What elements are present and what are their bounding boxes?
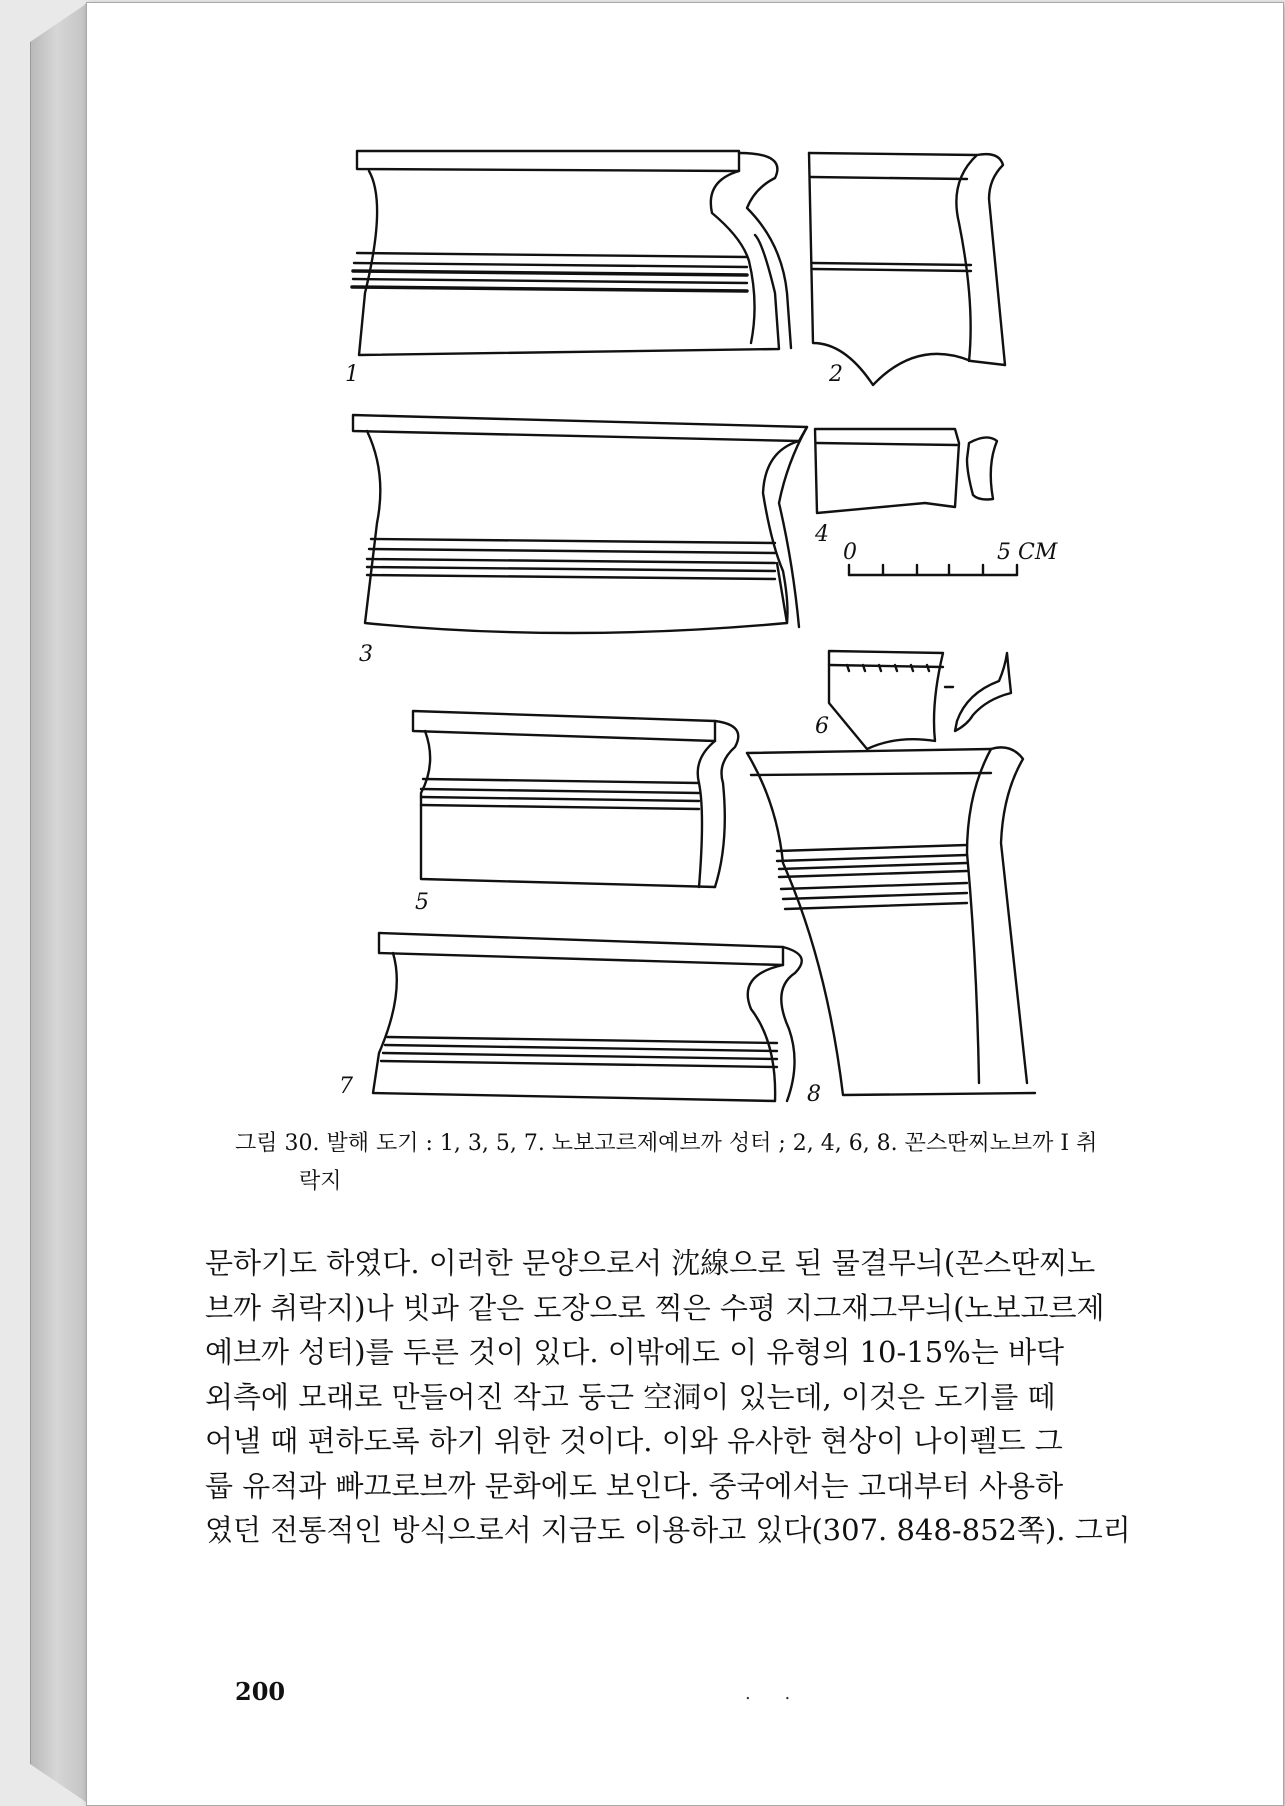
page-number: 200 <box>235 1677 286 1706</box>
body-line: 룹 유적과 빠끄로브까 문화에도 보인다. 중국에서는 고대부터 사용하 <box>205 1468 1064 1503</box>
pottery-figure <box>87 3 1283 1113</box>
body-line: 브까 취락지)나 빗과 같은 도장으로 찍은 수평 지그재그무늬(노보고르제 <box>205 1290 1105 1325</box>
vessel-1-drawing <box>352 151 791 355</box>
vessel-6-drawing <box>829 651 1011 749</box>
fig-label-6: 6 <box>815 714 829 739</box>
scan-specks: . . <box>745 1683 805 1704</box>
body-text <box>205 1241 1235 1553</box>
vessel-5-drawing <box>413 711 738 887</box>
vessel-7-drawing <box>373 933 802 1101</box>
figure-caption <box>235 1125 1235 1201</box>
caption-line-2: 락지 <box>299 1169 342 1194</box>
caption-line-1: 그림 30. 발해 도기 : 1, 3, 5, 7. 노보고르제예브까 성터 ; 2, 4, 6, 8. 꼰스딴찌노브까 I 취 <box>235 1131 1098 1156</box>
fig-label-1: 1 <box>345 362 359 387</box>
fig-label-3: 3 <box>359 642 373 667</box>
fig-label-4: 4 <box>815 522 829 547</box>
body-line: 였던 전통적인 방식으로서 지금도 이용하고 있다(307. 848-852쪽). 그리 <box>205 1513 1131 1547</box>
vessel-3-drawing <box>353 415 807 633</box>
fig-label-2: 2 <box>829 362 843 387</box>
book-page <box>86 2 1284 1806</box>
body-line: 외측에 모래로 만들어진 작고 둥근 空洞이 있는데, 이것은 도기를 떼 <box>205 1379 1056 1414</box>
scale-zero-label: 0 <box>843 540 857 565</box>
body-line: 문하기도 하였다. 이러한 문양으로서 沈線으로 된 물결무늬(꼰스딴찌노 <box>205 1246 1096 1280</box>
fig-label-8: 8 <box>807 1082 821 1107</box>
book-spine <box>30 4 88 1804</box>
scale-bar <box>849 565 1017 575</box>
vessel-2-drawing <box>809 153 1005 385</box>
vessel-4-drawing <box>815 429 997 513</box>
vessel-8-drawing <box>747 747 1035 1095</box>
fig-label-5: 5 <box>415 890 429 915</box>
body-line: 어낼 때 편하도록 하기 위한 것이다. 이와 유사한 현상이 나이펠드 그 <box>205 1424 1063 1458</box>
fig-label-7: 7 <box>339 1074 353 1099</box>
body-line: 예브까 성터)를 두른 것이 있다. 이밖에도 이 유형의 10-15%는 바닥 <box>205 1335 1064 1369</box>
scale-end-label: 5 CM <box>997 540 1058 565</box>
